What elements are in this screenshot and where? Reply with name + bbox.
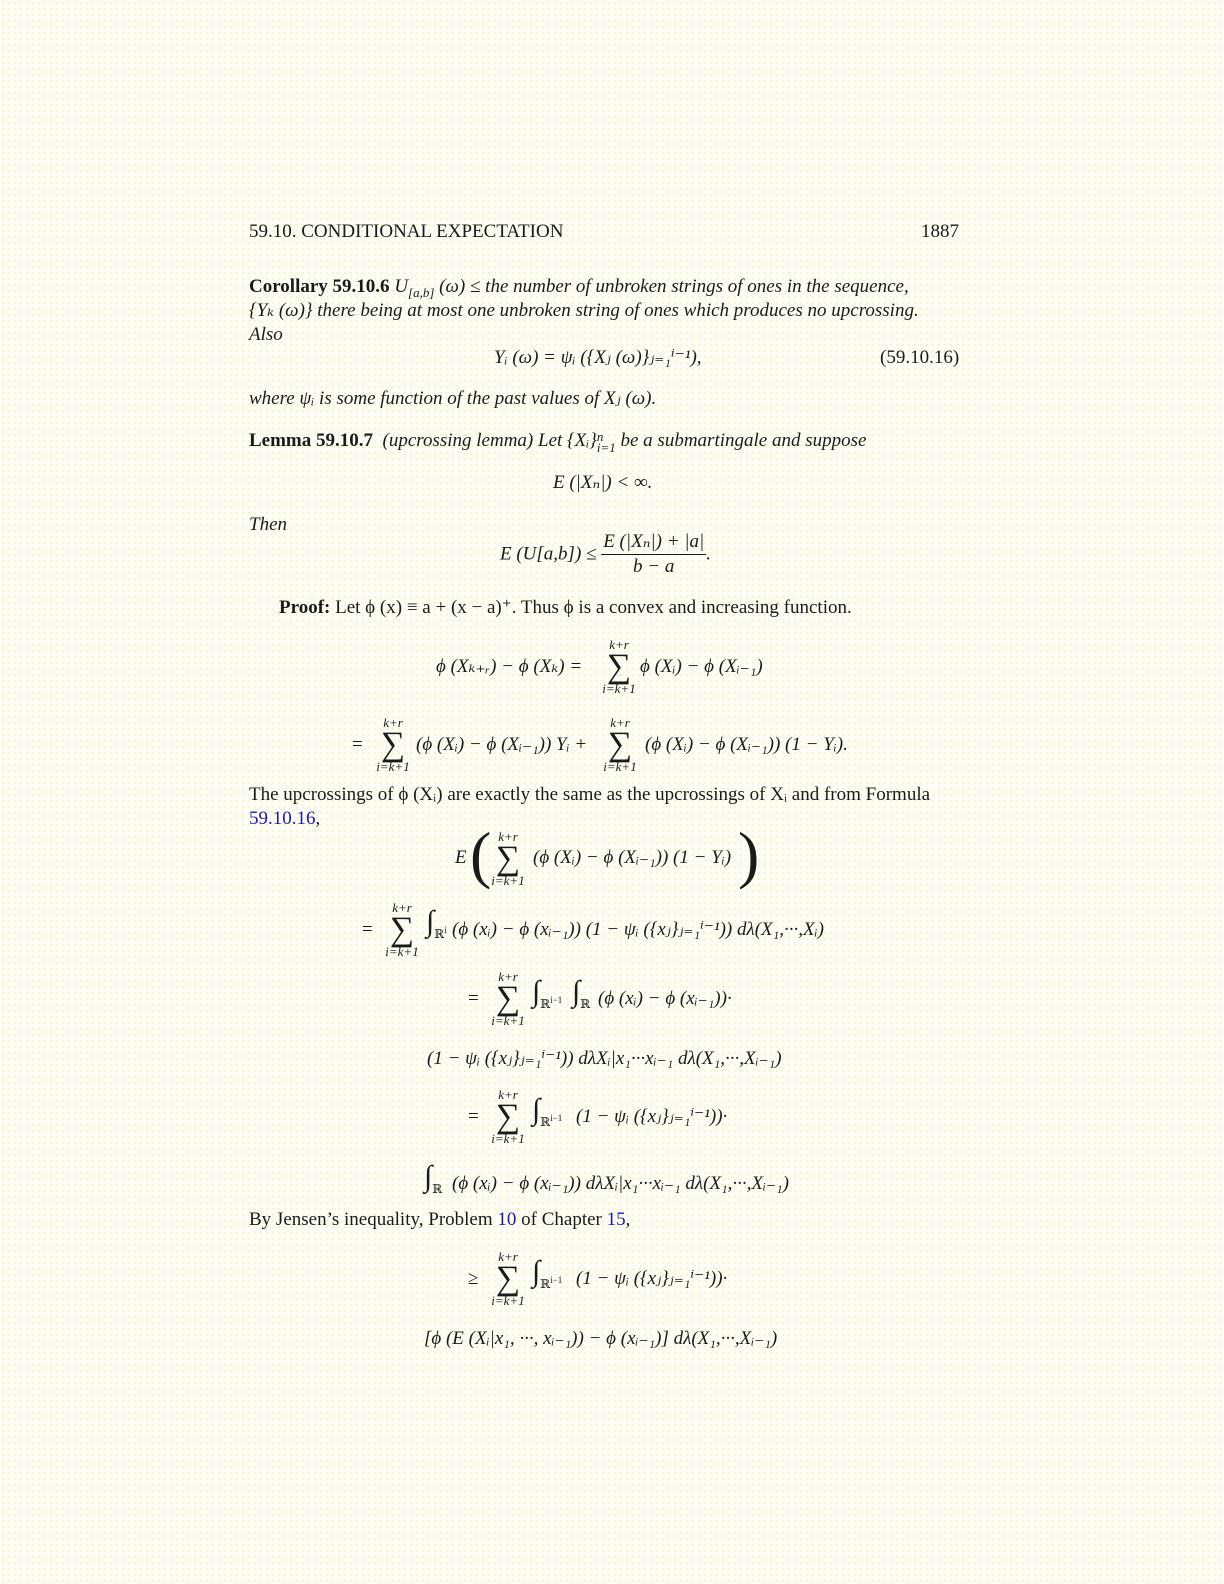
- integral-symbol: $\int_{ℝ^{i-1}}$: [532, 975, 563, 1011]
- eq7-body-a: (1 − ψᵢ ({xⱼ}ⱼ₌₁ⁱ⁻¹))·: [576, 1268, 728, 1289]
- left-big-paren: (: [470, 819, 492, 890]
- equals-sign: =: [362, 919, 373, 940]
- proof-label: Proof:: [279, 597, 331, 618]
- jensen-line: By Jensen’s inequality, Problem 10 of Chapter 15,: [249, 1209, 631, 1230]
- eq5-body-b: (1 − ψᵢ ({xⱼ}ⱼ₌₁ⁱ⁻¹)) dλXᵢ|x₁···xᵢ₋₁ dλ(X₁,···,Xᵢ₋₁): [427, 1048, 782, 1069]
- eq6-body-a: (1 − ψᵢ ({xⱼ}ⱼ₌₁ⁱ⁻¹))·: [576, 1106, 728, 1127]
- corollary-label: Corollary 59.10.6: [249, 276, 390, 297]
- equals-sign: =: [352, 734, 363, 755]
- eq6-body-b: (ϕ (xᵢ) − ϕ (xᵢ₋₁)) dλXᵢ|x₁···xᵢ₋₁ dλ(X₁,···,Xᵢ₋₁): [452, 1173, 789, 1194]
- sum-symbol: k+r ∑ i=k+1: [376, 715, 410, 774]
- equals-sign: =: [468, 988, 479, 1009]
- geq-sign: ≥: [468, 1268, 479, 1289]
- lemma-result-fraction: [601, 530, 706, 579]
- right-big-paren: ): [738, 819, 760, 890]
- eq7-body-b: [ϕ (E (Xᵢ|x₁, ···, xᵢ₋₁)) − ϕ (xᵢ₋₁)] dλ(X₁,···,Xᵢ₋₁): [424, 1328, 778, 1349]
- fraction-denominator: b − a: [633, 556, 675, 577]
- corollary-statement: (ω) ≤ the number of unbroken strings of ones in the sequence,: [439, 276, 909, 297]
- equation-59-10-16: Yᵢ (ω) = ψᵢ ({Xⱼ (ω)}ⱼ₌₁ⁱ⁻¹),: [494, 347, 702, 368]
- problem-link[interactable]: 10: [497, 1209, 517, 1230]
- fraction-numerator: E (|Xₙ|) + |a|: [601, 530, 706, 555]
- corollary-after: where ψᵢ is some function of the past values of Xⱼ (ω).: [249, 388, 657, 409]
- sum-symbol: k+r ∑ i=k+1: [603, 715, 637, 774]
- corollary-line-3: Also: [249, 324, 283, 345]
- integral-symbol: $\int_ℝ$: [424, 1160, 443, 1196]
- running-header: 59.10. CONDITIONAL EXPECTATION: [249, 221, 564, 242]
- eq3-e: E: [455, 847, 467, 868]
- corollary-line-1: [249, 275, 909, 299]
- sum-symbol: k+r ∑ i=k+1: [385, 900, 419, 959]
- sum-symbol: k+r ∑ i=k+1: [491, 829, 525, 888]
- lemma-line: [249, 429, 866, 453]
- formula-link[interactable]: 59.10.16: [249, 808, 316, 829]
- lemma-text-after: be a submartingale and suppose: [620, 430, 867, 451]
- eq2-term1: (ϕ (Xᵢ) − ϕ (Xᵢ₋₁)) Yᵢ +: [416, 734, 588, 755]
- proof-line-1: [279, 596, 852, 620]
- chapter-link[interactable]: 15: [606, 1209, 626, 1230]
- integral-symbol: $\int_{ℝ^{i-1}}$: [532, 1255, 563, 1291]
- lemma-result: E (U[a,b]) ≤ $\frac{\text{E (|Xₙ|) + |a|}}{b - a}$ .: [500, 531, 711, 577]
- equals-sign: =: [468, 1106, 479, 1127]
- corollary-symbol: $U_{[a,b]}$: [394, 276, 435, 300]
- proof-text: Let ϕ (x) ≡ a + (x − a)⁺. Thus ϕ is a convex and increasing function.: [335, 597, 852, 618]
- formula-ref-line: 59.10.16,: [249, 808, 321, 829]
- lemma-condition: E (|Xₙ|) < ∞.: [553, 472, 653, 493]
- lemma-then: Then: [249, 514, 287, 535]
- eq1-rhs: ϕ (Xᵢ) − ϕ (Xᵢ₋₁): [640, 656, 763, 677]
- upcrossings-paragraph: The upcrossings of ϕ (Xᵢ) are exactly the same as the upcrossings of Xᵢ and from Formula: [249, 784, 931, 805]
- sum-symbol: k+r ∑ i=k+1: [491, 969, 525, 1028]
- eq5-body-a: (ϕ (xᵢ) − ϕ (xᵢ₋₁))·: [598, 988, 732, 1009]
- eq4-body: (ϕ (xᵢ) − ϕ (xᵢ₋₁)) (1 − ψᵢ ({xⱼ}ⱼ₌₁ⁱ⁻¹)) dλ(X₁,···,Xᵢ): [452, 919, 824, 940]
- page-number: 1887: [921, 221, 959, 242]
- eq3-inner: (ϕ (Xᵢ) − ϕ (Xᵢ₋₁)) (1 − Yᵢ): [533, 847, 732, 868]
- lemma-result-lhs: E (U[a,b]) ≤: [500, 543, 597, 565]
- sum-symbol: k+r ∑ i=k+1: [491, 1087, 525, 1146]
- eq2-term2: (ϕ (Xᵢ) − ϕ (Xᵢ₋₁)) (1 − Yᵢ).: [645, 734, 848, 755]
- lemma-text-before: (upcrossing lemma) Let {Xᵢ}: [382, 430, 597, 451]
- integral-symbol: $\int_ℝ$: [572, 975, 591, 1011]
- lemma-limits: n i=1: [596, 429, 616, 455]
- integral-symbol: $\int_{ℝ^i}$: [426, 905, 447, 941]
- eq1-lhs: ϕ (Xₖ₊ᵣ) − ϕ (Xₖ) =: [436, 656, 583, 677]
- sum-symbol: k+r ∑ i=k+1: [602, 637, 636, 696]
- integral-symbol: $\int_{ℝ^{i-1}}$: [532, 1093, 563, 1129]
- equation-number: (59.10.16): [880, 347, 960, 368]
- corollary-line-2: {Yₖ (ω)} there being at most one unbroken string of ones which produces no upcrossing.: [249, 300, 919, 321]
- sum-symbol: k+r ∑ i=k+1: [491, 1249, 525, 1308]
- lemma-label: Lemma 59.10.7: [249, 430, 374, 451]
